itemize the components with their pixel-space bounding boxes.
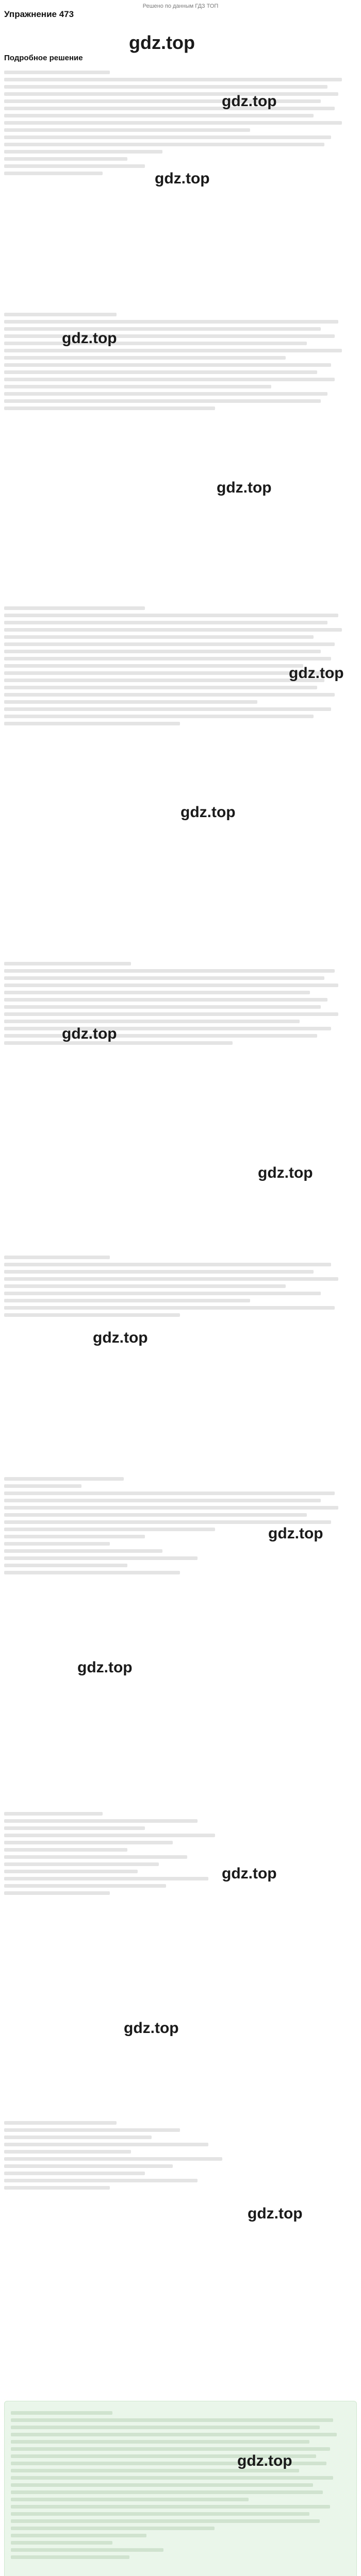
watermark: gdz.top	[222, 93, 277, 110]
text-block-7	[4, 1808, 356, 2097]
watermark: gdz.top	[222, 1865, 277, 1882]
watermark: gdz.top	[268, 1525, 323, 1542]
watermark: gdz.top	[62, 330, 117, 347]
watermark: gdz.top	[258, 1164, 313, 1181]
text-block-8	[4, 2117, 356, 2375]
text-block-4	[4, 958, 356, 1226]
text-block-5	[4, 1252, 356, 1448]
watermark: gdz.top	[77, 1659, 133, 1676]
watermark: gdz.top	[124, 2020, 179, 2037]
text-block-2	[4, 309, 356, 577]
text-block-3	[4, 603, 356, 933]
page-subtitle: Подробное решение	[4, 54, 83, 62]
watermark: gdz.top	[62, 1025, 117, 1042]
top-note: Решено по данным ГДЗ ТОП	[142, 3, 219, 9]
watermark: gdz.top	[93, 1329, 148, 1346]
page-title: Упражнение 473	[4, 9, 74, 19]
watermark: gdz.top	[155, 170, 210, 187]
watermark: gdz.top	[180, 804, 236, 821]
watermark: gdz.top	[237, 2452, 292, 2469]
watermark: gdz.top	[248, 2205, 303, 2222]
answer-block	[4, 2401, 357, 2576]
watermark: gdz.top	[217, 479, 272, 496]
watermark: gdz.top	[289, 665, 344, 682]
watermark: gdz.top	[129, 32, 195, 53]
text-block-6	[4, 1473, 356, 1783]
